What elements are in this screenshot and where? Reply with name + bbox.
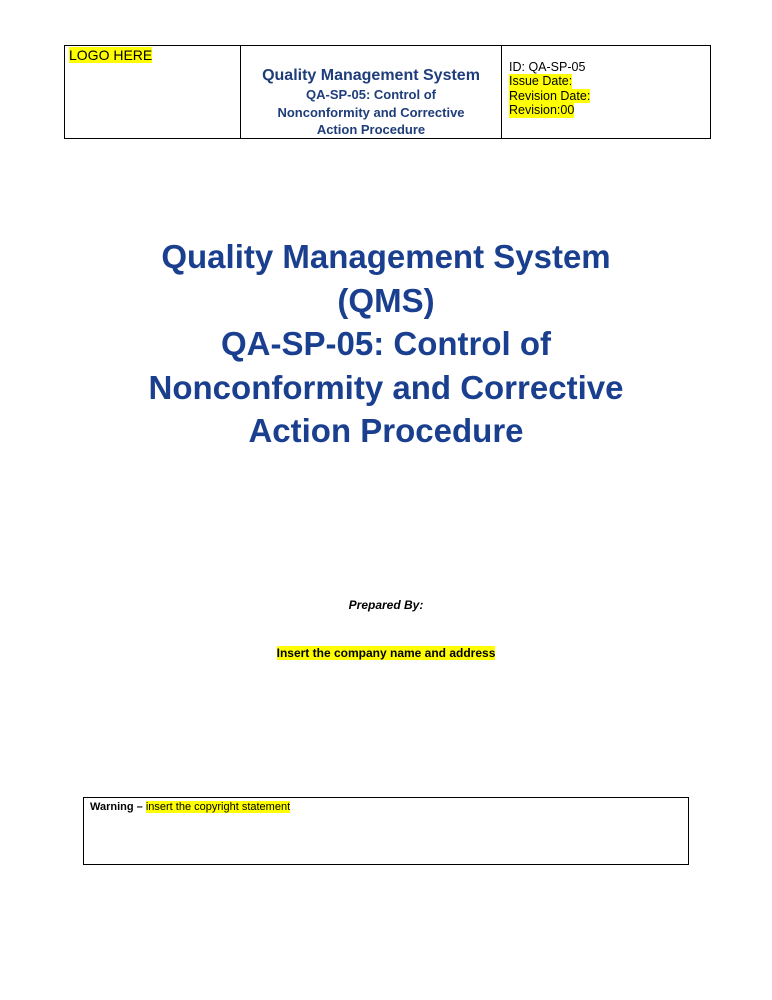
- header-procedure-line2: Nonconformity and Corrective: [277, 104, 465, 120]
- revision-date: Revision Date:: [509, 88, 591, 103]
- document-id: ID: QA-SP-05: [509, 60, 586, 74]
- title-line-2: (QMS): [337, 281, 435, 319]
- header-title-cell: [241, 46, 502, 138]
- warning-text: insert the copyright statement: [145, 801, 291, 813]
- header-procedure-line1: QA-SP-05: Control of: [306, 87, 436, 102]
- header-system-name: Quality Management System: [262, 67, 480, 84]
- company-placeholder-line: [0, 646, 772, 660]
- logo-cell: [65, 46, 241, 138]
- title-line-3: QA-SP-05: Control of: [221, 325, 551, 362]
- revision-number: Revision:00: [509, 103, 575, 118]
- title-line-5: Action Procedure: [248, 412, 524, 449]
- header-procedure-line3: Action Procedure: [316, 122, 426, 137]
- title-line-4: Nonconformity and Corrective: [148, 368, 624, 406]
- logo-placeholder: LOGO HERE: [69, 47, 153, 63]
- header-meta-cell: [502, 46, 710, 138]
- page-title: [0, 235, 772, 453]
- prepared-by-label: Prepared By:: [348, 598, 424, 612]
- issue-date: Issue Date:: [509, 74, 573, 89]
- company-placeholder: Insert the company name and address: [276, 646, 496, 660]
- warning-label: Warning –: [90, 801, 146, 813]
- title-line-1: Quality Management System: [161, 238, 611, 275]
- copyright-warning-box: [83, 797, 689, 865]
- document-header-table: [64, 45, 711, 139]
